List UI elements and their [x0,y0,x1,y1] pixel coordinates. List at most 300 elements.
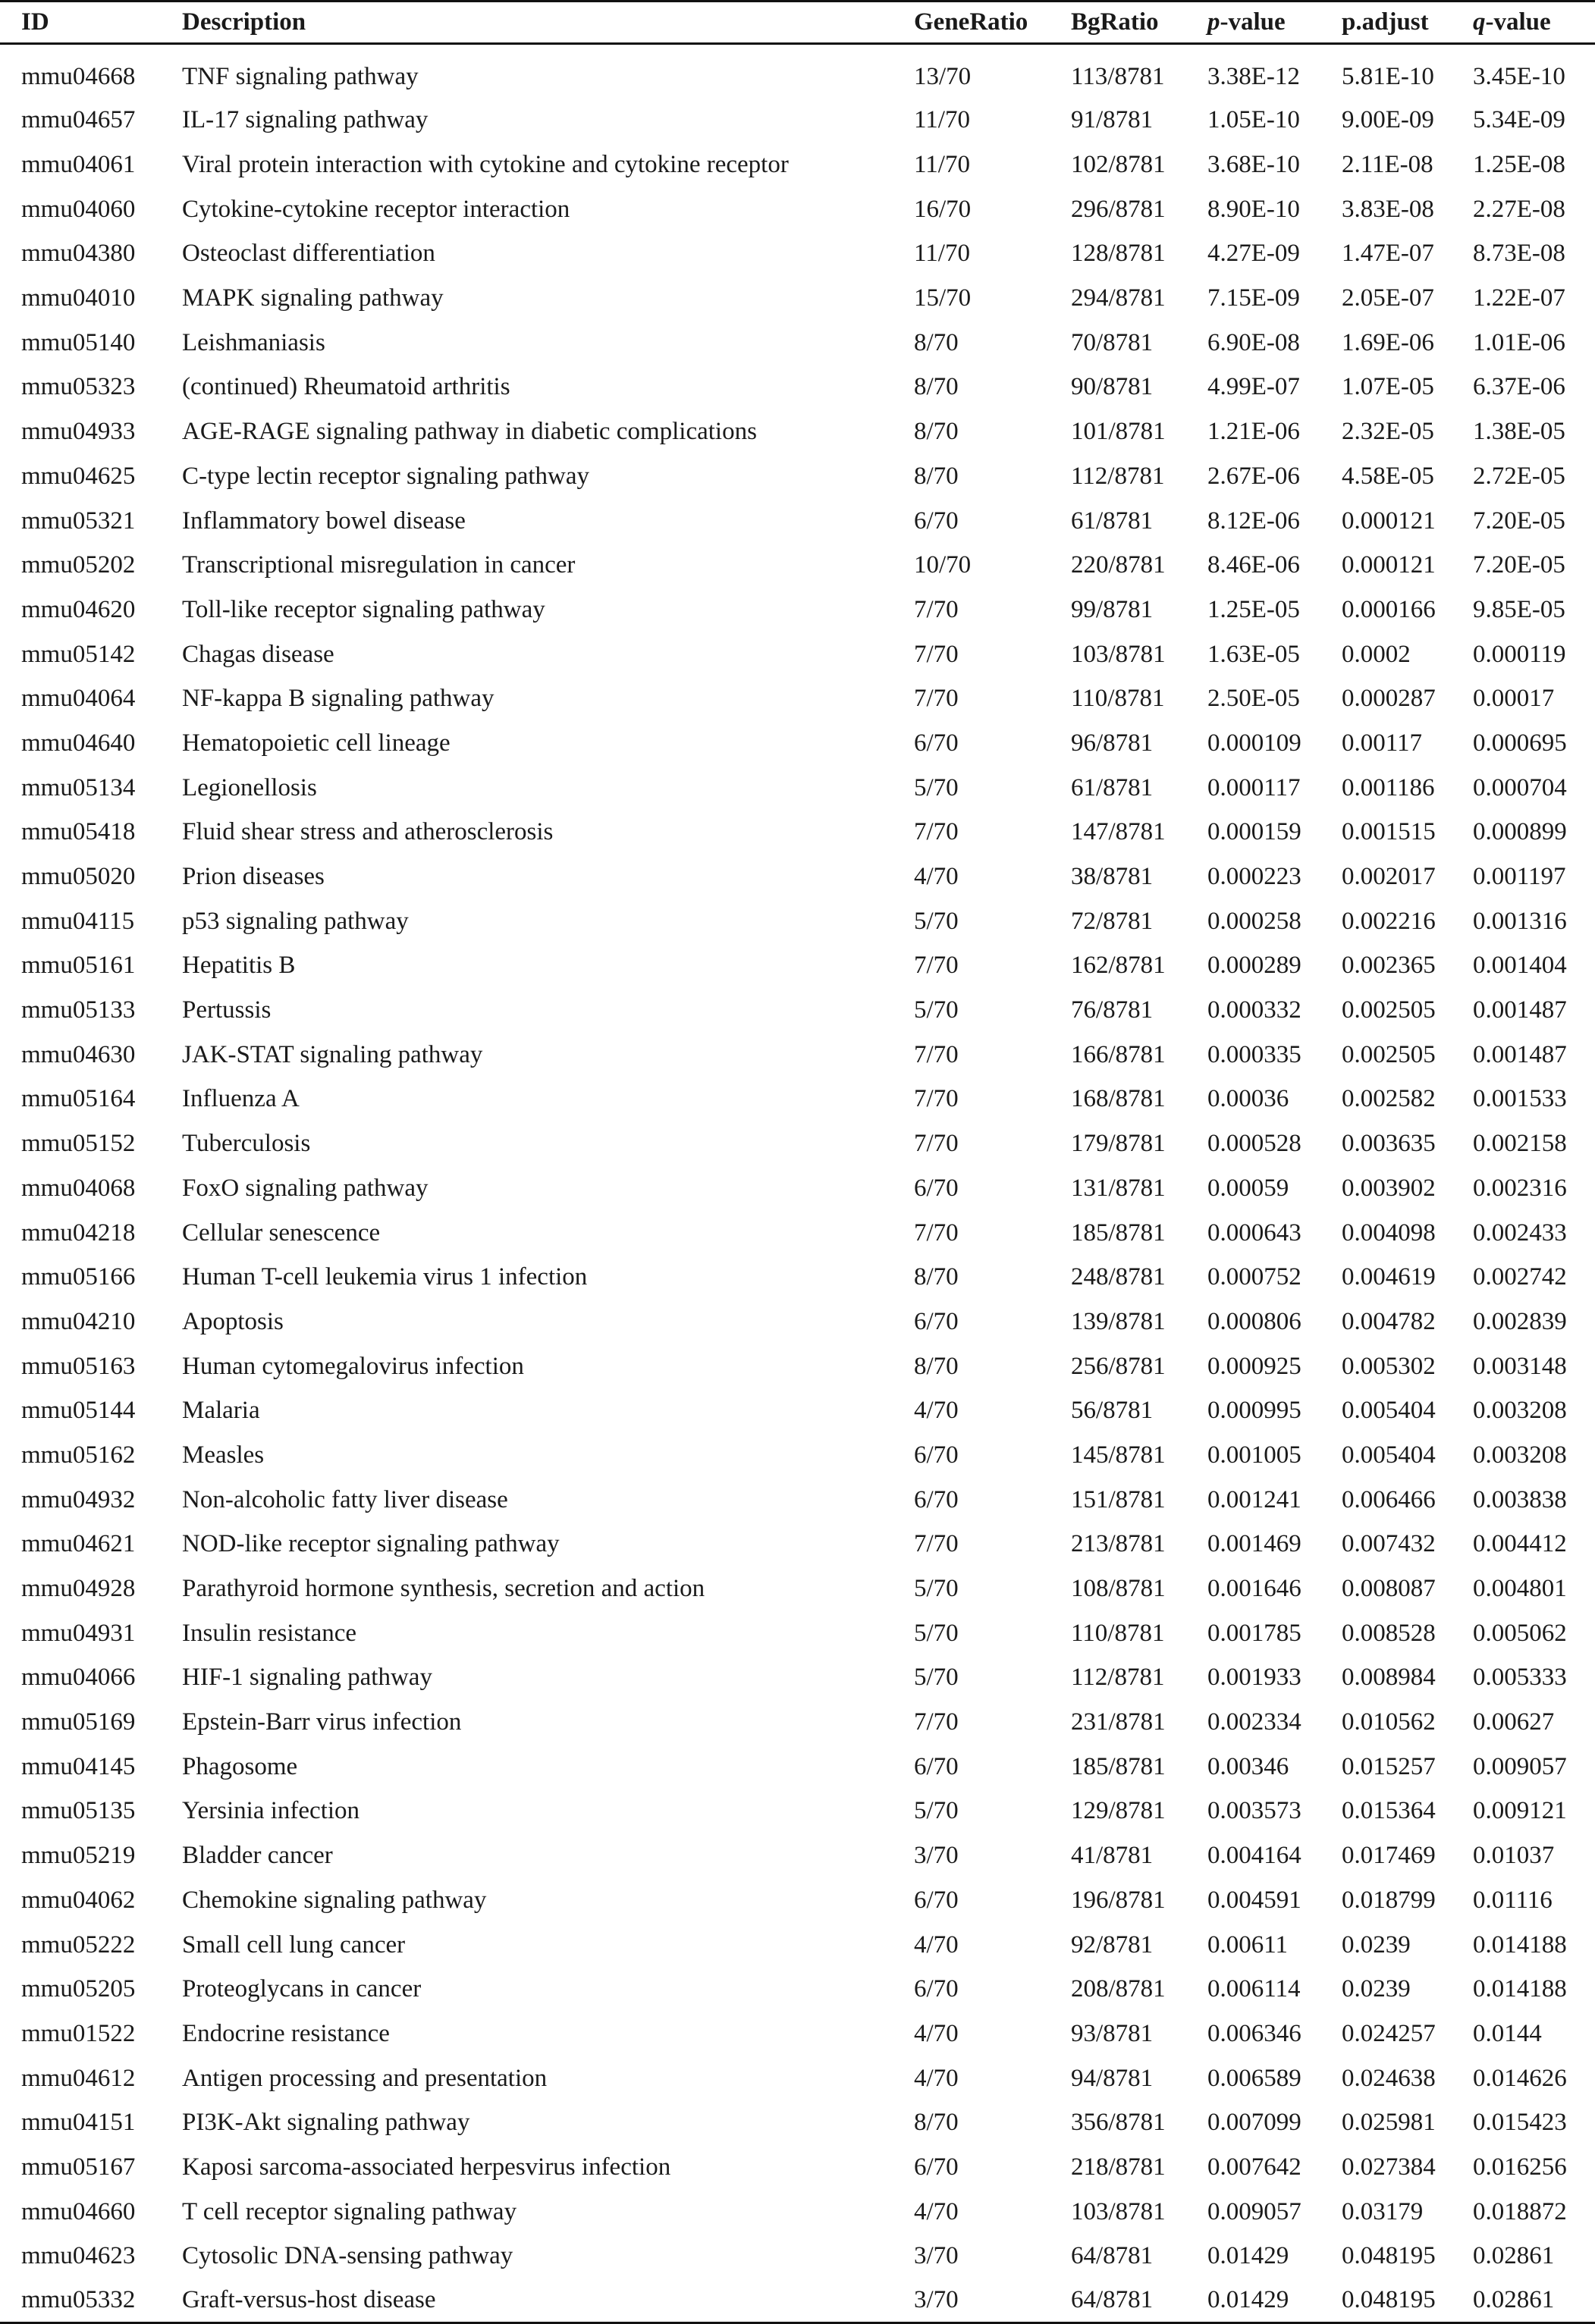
cell-bg-ratio: 103/8781 [1071,640,1166,668]
cell-q-value: 0.009121 [1473,1797,1567,1825]
cell-description: FoxO signaling pathway [182,1174,429,1202]
cell-p-adjust: 0.015257 [1342,1752,1436,1780]
table-row [0,1967,1595,2012]
cell-p-adjust: 0.024638 [1342,2064,1436,2092]
cell-bg-ratio: 128/8781 [1071,240,1166,268]
cell-description: (continued) Rheumatoid arthritis [182,373,510,401]
table-row [0,676,1595,721]
cell-p-adjust: 1.47E-07 [1342,240,1434,268]
cell-gene-ratio: 7/70 [914,1085,959,1113]
cell-q-value: 0.00627 [1473,1708,1555,1736]
cell-p-adjust: 0.027384 [1342,2153,1436,2181]
cell-id: mmu05163 [21,1352,136,1380]
cell-gene-ratio: 3/70 [914,2242,959,2270]
cell-q-value: 3.45E-10 [1473,62,1565,90]
cell-description: Transcriptional misregulation in cancer [182,551,576,579]
cell-gene-ratio: 3/70 [914,2279,1071,2323]
cell-gene-ratio: 7/70 [914,1530,959,1558]
table-row [0,1388,1595,1433]
cell-id: mmu04620 [21,595,136,623]
cell-description: Non-alcoholic fatty liver disease [182,1485,508,1513]
cell-p-value: 0.000643 [1207,1218,1301,1247]
cell-description: PI3K-Akt signaling pathway [182,2109,470,2137]
cell-q-value: 0.000119 [1473,640,1566,668]
table-row [0,632,1595,677]
cell-id: mmu05205 [21,1975,136,2003]
cell-p-adjust: 0.0002 [1342,640,1411,668]
cell-gene-ratio: 5/70 [914,1797,959,1825]
cell-id: mmu05162 [21,1441,136,1469]
cell-description: C-type lectin receptor signaling pathway [182,462,589,490]
cell-id: mmu04660 [21,2197,136,2225]
cell-gene-ratio: 7/70 [914,1708,959,1736]
cell-q-value: 7.20E-05 [1473,507,1565,535]
cell-bg-ratio: 256/8781 [1071,1352,1166,1380]
table-row [0,232,1595,277]
cell-description: Osteoclast differentiation [182,240,435,268]
cell-id: mmu05219 [21,1842,136,1870]
cell-p-adjust: 0.00117 [1342,729,1423,757]
cell-p-value: 0.004164 [1207,1842,1301,1870]
cell-id: mmu01522 [21,2019,136,2047]
cell-p-adjust: 0.004619 [1342,1263,1436,1291]
table-row [0,1478,1595,1523]
cell-p-value: 0.000752 [1207,1263,1301,1291]
cell-bg-ratio: 76/8781 [1071,996,1154,1024]
cell-bg-ratio: 185/8781 [1071,1218,1166,1247]
header-q-value-italic: q [1473,8,1486,36]
cell-p-value: 4.99E-07 [1207,373,1300,401]
cell-gene-ratio: 3/70 [914,1842,959,1870]
cell-q-value: 0.005333 [1473,1664,1567,1692]
cell-id: mmu04066 [21,1664,136,1692]
cell-id: mmu05332 [0,2279,182,2323]
cell-bg-ratio: 151/8781 [1071,1485,1166,1513]
cell-p-value: 3.68E-10 [1207,151,1300,179]
cell-description: Leishmaniasis [182,328,325,356]
cell-id: mmu04064 [21,685,136,713]
cell-description: HIF-1 signaling pathway [182,1664,432,1692]
cell-id: mmu04145 [21,1752,136,1780]
cell-p-value: 0.001241 [1207,1485,1301,1513]
cell-p-value: 2.67E-06 [1207,462,1300,490]
cell-id: mmu05166 [21,1263,136,1291]
cell-p-adjust: 0.000287 [1342,685,1436,713]
cell-id: mmu04612 [21,2064,136,2092]
cell-description: Parathyroid hormone synthesis, secretion and action [182,1575,705,1603]
cell-description: Viral protein interaction with cytokine and cytokine receptor [182,151,789,179]
cell-p-adjust: 0.048195 [1342,2279,1473,2323]
table-row [0,2235,1595,2279]
table-row [0,276,1595,321]
cell-p-value: 0.01429 [1207,2242,1289,2270]
cell-p-value: 0.006589 [1207,2064,1301,2092]
header-p-adjust: p.adjust [1342,2,1473,44]
cell-bg-ratio: 102/8781 [1071,151,1166,179]
cell-description: Chemokine signaling pathway [182,1886,487,1914]
cell-q-value: 0.001487 [1473,1040,1567,1068]
cell-p-value: 0.009057 [1207,2197,1301,2225]
table-row [0,2190,1595,2235]
table-row [0,1255,1595,1300]
cell-p-value: 1.25E-05 [1207,595,1300,623]
cell-q-value: 0.0144 [1473,2019,1542,2047]
cell-p-adjust: 0.002582 [1342,1085,1436,1113]
cell-description: Toll-like receptor signaling pathway [182,595,545,623]
cell-bg-ratio: 90/8781 [1071,373,1154,401]
cell-p-adjust: 0.024257 [1342,2019,1436,2047]
cell-q-value: 0.000899 [1473,818,1567,846]
cell-id: mmu05167 [21,2153,136,2181]
cell-p-value: 0.00036 [1207,1085,1289,1113]
table-row [0,409,1595,454]
cell-p-adjust: 1.69E-06 [1342,328,1434,356]
cell-gene-ratio: 6/70 [914,1485,959,1513]
cell-description: Proteoglycans in cancer [182,1975,422,2003]
cell-q-value: 0.01037 [1473,1842,1555,1870]
table-row [0,1567,1595,1611]
cell-bg-ratio: 96/8781 [1071,729,1154,757]
cell-p-value: 0.00611 [1207,1930,1289,1959]
cell-description: Insulin resistance [182,1619,357,1647]
cell-id: mmu05323 [21,373,136,401]
cell-p-value: 0.004591 [1207,1886,1301,1914]
table-row [0,99,1595,143]
cell-p-value: 0.01429 [1207,2279,1342,2323]
cell-q-value: 0.014626 [1473,2064,1567,2092]
cell-p-value: 0.000109 [1207,729,1301,757]
cell-gene-ratio: 8/70 [914,328,959,356]
table-row [0,588,1595,632]
cell-gene-ratio: 4/70 [914,2064,959,2092]
cell-id: mmu04623 [21,2242,136,2270]
cell-gene-ratio: 7/70 [914,1130,959,1158]
table-row [0,1878,1595,1923]
table-row [0,321,1595,365]
cell-q-value: 2.72E-05 [1473,462,1565,490]
cell-p-adjust: 0.03179 [1342,2197,1424,2225]
cell-bg-ratio: 41/8781 [1071,1842,1154,1870]
cell-gene-ratio: 4/70 [914,2197,959,2225]
table-row [0,454,1595,499]
cell-gene-ratio: 16/70 [914,195,972,223]
cell-q-value: 0.00017 [1473,685,1555,713]
cell-gene-ratio: 4/70 [914,2019,959,2047]
cell-description: Hematopoietic cell lineage [182,729,451,757]
cell-q-value: 0.02861 [1473,2279,1595,2323]
cell-bg-ratio: 248/8781 [1071,1263,1166,1291]
cell-q-value: 0.02861 [1473,2242,1555,2270]
cell-p-adjust: 0.002216 [1342,907,1436,935]
cell-description: Cytokine-cytokine receptor interaction [182,195,570,223]
table-row [0,721,1595,766]
cell-description: Pertussis [182,996,272,1024]
cell-bg-ratio: 196/8781 [1071,1886,1166,1914]
cell-p-adjust: 0.003635 [1342,1130,1436,1158]
cell-p-adjust: 0.000121 [1342,551,1436,579]
cell-description: Measles [182,1441,265,1469]
cell-bg-ratio: 131/8781 [1071,1174,1166,1202]
header-row [0,2,1595,44]
cell-p-adjust: 0.001186 [1342,773,1435,801]
cell-p-adjust: 0.003902 [1342,1174,1436,1202]
header-description: Description [182,2,914,44]
cell-id: mmu04062 [21,1886,136,1914]
cell-id: mmu04630 [21,1040,136,1068]
cell-p-adjust: 0.048195 [1342,2242,1436,2270]
cell-id: mmu04210 [21,1307,136,1335]
cell-p-adjust: 0.017469 [1342,1842,1436,1870]
cell-description: Human cytomegalovirus infection [182,1352,524,1380]
cell-q-value: 5.34E-09 [1473,106,1565,134]
cell-description: p53 signaling pathway [182,907,409,935]
cell-gene-ratio: 6/70 [914,1174,959,1202]
cell-description: Phagosome [182,1752,298,1780]
cell-gene-ratio: 11/70 [914,151,970,179]
cell-gene-ratio: 15/70 [914,284,972,312]
cell-gene-ratio: 5/70 [914,1664,959,1692]
cell-q-value: 8.73E-08 [1473,240,1565,268]
cell-q-value: 0.015423 [1473,2109,1567,2137]
cell-p-value: 0.000332 [1207,996,1301,1024]
cell-description: Human T-cell leukemia virus 1 infection [182,1263,588,1291]
cell-id: mmu04621 [21,1530,136,1558]
cell-id: mmu05164 [21,1085,136,1113]
cell-bg-ratio: 166/8781 [1071,1040,1166,1068]
table-row [0,1789,1595,1834]
cell-gene-ratio: 8/70 [914,373,959,401]
cell-description: Endocrine resistance [182,2019,390,2047]
cell-id: mmu04640 [21,729,136,757]
cell-p-value: 1.21E-06 [1207,418,1300,446]
cell-description: Influenza A [182,1085,300,1113]
cell-description: NOD-like receptor signaling pathway [182,1530,560,1558]
cell-bg-ratio: 112/8781 [1071,1664,1165,1692]
cell-q-value: 0.002839 [1473,1307,1567,1335]
cell-p-value: 0.000223 [1207,863,1301,891]
cell-bg-ratio: 108/8781 [1071,1575,1166,1603]
cell-bg-ratio: 129/8781 [1071,1797,1166,1825]
cell-p-adjust: 0.005302 [1342,1352,1436,1380]
header-gene-ratio: GeneRatio [914,2,1071,44]
cell-id: mmu04115 [21,907,135,935]
cell-id: mmu05135 [21,1797,136,1825]
cell-id: mmu05144 [21,1397,136,1425]
cell-id: mmu04928 [21,1575,136,1603]
cell-description: IL-17 signaling pathway [182,106,429,134]
cell-bg-ratio: 91/8781 [1071,106,1154,134]
cell-q-value: 6.37E-06 [1473,373,1565,401]
header-q-value [1473,2,1595,44]
cell-q-value: 0.001316 [1473,907,1567,935]
cell-p-value: 4.27E-09 [1207,240,1300,268]
cell-description: Legionellosis [182,773,317,801]
cell-p-adjust: 0.0239 [1342,1975,1411,2003]
cell-gene-ratio: 4/70 [914,1397,959,1425]
cell-id: mmu05202 [21,551,136,579]
cell-id: mmu04933 [21,418,136,446]
cell-gene-ratio: 5/70 [914,773,959,801]
cell-p-adjust: 5.81E-10 [1342,62,1434,90]
cell-p-value: 8.90E-10 [1207,195,1300,223]
cell-gene-ratio: 6/70 [914,1975,959,2003]
cell-bg-ratio: 64/8781 [1071,2242,1154,2270]
cell-p-value: 0.002334 [1207,1708,1301,1736]
cell-p-value: 8.46E-06 [1207,551,1300,579]
cell-description: T cell receptor signaling pathway [182,2197,517,2225]
cell-bg-ratio: 38/8781 [1071,863,1154,891]
cell-id: mmu05133 [21,996,136,1024]
table-row [0,499,1595,544]
cell-q-value: 1.38E-05 [1473,418,1565,446]
cell-p-adjust: 0.001515 [1342,818,1436,846]
cell-p-value: 0.000159 [1207,818,1301,846]
cell-description: Graft-versus-host disease [182,2279,914,2323]
table-row [0,899,1595,944]
header-q-value-suffix: -value [1485,8,1551,36]
cell-p-value: 0.000995 [1207,1397,1301,1425]
cell-p-adjust: 0.015364 [1342,1797,1436,1825]
cell-description: Bladder cancer [182,1842,333,1870]
cell-bg-ratio: 61/8781 [1071,507,1154,535]
table-row [0,988,1595,1033]
cell-p-value: 0.000258 [1207,907,1301,935]
table-row [0,1433,1595,1478]
cell-gene-ratio: 6/70 [914,1752,959,1780]
cell-description: Antigen processing and presentation [182,2064,548,2092]
cell-gene-ratio: 7/70 [914,818,959,846]
cell-bg-ratio: 113/8781 [1071,62,1165,90]
table-row [0,1923,1595,1968]
cell-gene-ratio: 11/70 [914,106,970,134]
cell-p-adjust: 0.008528 [1342,1619,1436,1647]
cell-bg-ratio: 218/8781 [1071,2153,1166,2181]
cell-gene-ratio: 13/70 [914,62,972,90]
cell-id: mmu04061 [21,151,136,179]
cell-q-value: 0.014188 [1473,1930,1567,1959]
cell-id: mmu04931 [21,1619,136,1647]
cell-q-value: 0.001404 [1473,952,1567,980]
cell-p-adjust: 0.002017 [1342,863,1436,891]
cell-id: mmu04218 [21,1218,136,1247]
table-row [0,944,1595,989]
cell-bg-ratio: 296/8781 [1071,195,1166,223]
cell-p-value: 0.006114 [1207,1975,1301,2003]
cell-p-value: 0.000925 [1207,1352,1301,1380]
cell-gene-ratio: 7/70 [914,685,959,713]
cell-q-value: 0.01116 [1473,1886,1553,1914]
cell-bg-ratio: 99/8781 [1071,595,1154,623]
table-body [0,44,1595,2323]
cell-gene-ratio: 4/70 [914,863,959,891]
cell-bg-ratio: 168/8781 [1071,1085,1166,1113]
cell-id: mmu05418 [21,818,136,846]
cell-gene-ratio: 6/70 [914,729,959,757]
cell-bg-ratio: 147/8781 [1071,818,1166,846]
table-row [0,1656,1595,1701]
cell-q-value: 0.005062 [1473,1619,1567,1647]
cell-description: Tuberculosis [182,1130,311,1158]
cell-p-adjust: 0.025981 [1342,2109,1436,2137]
cell-p-value: 0.00346 [1207,1752,1289,1780]
cell-id: mmu04932 [21,1485,136,1513]
cell-gene-ratio: 7/70 [914,640,959,668]
cell-id: mmu05134 [21,773,136,801]
cell-gene-ratio: 7/70 [914,1040,959,1068]
cell-description: Kaposi sarcoma-associated herpesvirus infection [182,2153,671,2181]
cell-p-value: 8.12E-06 [1207,507,1300,535]
cell-description: Fluid shear stress and atherosclerosis [182,818,554,846]
cell-p-value: 1.05E-10 [1207,106,1300,134]
cell-q-value: 0.018872 [1473,2197,1567,2225]
cell-description: Apoptosis [182,1307,284,1335]
cell-p-adjust: 0.006466 [1342,1485,1436,1513]
cell-p-value: 2.50E-05 [1207,685,1300,713]
cell-gene-ratio: 6/70 [914,1307,959,1335]
table-row [0,1211,1595,1256]
cell-q-value: 0.002742 [1473,1263,1567,1291]
cell-description: AGE-RAGE signaling pathway in diabetic complications [182,418,757,446]
cell-p-value: 0.00059 [1207,1174,1289,1202]
cell-p-value: 0.003573 [1207,1797,1301,1825]
cell-bg-ratio: 208/8781 [1071,1975,1166,2003]
cell-q-value: 0.003838 [1473,1485,1567,1513]
cell-q-value: 0.001197 [1473,863,1566,891]
cell-bg-ratio: 213/8781 [1071,1530,1166,1558]
table-row [0,1121,1595,1166]
cell-bg-ratio: 294/8781 [1071,284,1166,312]
cell-p-adjust: 0.002365 [1342,952,1436,980]
cell-q-value: 0.002316 [1473,1174,1567,1202]
cell-description: MAPK signaling pathway [182,284,444,312]
cell-bg-ratio: 179/8781 [1071,1130,1166,1158]
cell-q-value: 0.004412 [1473,1530,1567,1558]
table-row [0,766,1595,811]
table-row [0,543,1595,588]
cell-p-value: 0.000289 [1207,952,1301,980]
cell-gene-ratio: 5/70 [914,907,959,935]
cell-gene-ratio: 7/70 [914,595,959,623]
cell-q-value: 0.004801 [1473,1575,1567,1603]
cell-id: mmu04668 [21,62,136,90]
cell-bg-ratio: 110/8781 [1071,685,1165,713]
cell-id: mmu05142 [21,640,136,668]
cell-description: Inflammatory bowel disease [182,507,466,535]
cell-gene-ratio: 11/70 [914,240,970,268]
table-row [0,1166,1595,1211]
cell-q-value: 0.000695 [1473,729,1567,757]
cell-id: mmu05169 [21,1708,136,1736]
cell-p-value: 0.001005 [1207,1441,1301,1469]
cell-bg-ratio: 70/8781 [1071,328,1154,356]
cell-p-value: 7.15E-09 [1207,284,1300,312]
cell-q-value: 1.22E-07 [1473,284,1565,312]
cell-p-adjust: 2.32E-05 [1342,418,1434,446]
cell-p-adjust: 0.007432 [1342,1530,1436,1558]
cell-p-adjust: 0.010562 [1342,1708,1436,1736]
cell-id: mmu04010 [21,284,136,312]
cell-p-adjust: 0.018799 [1342,1886,1436,1914]
cell-q-value: 0.014188 [1473,1975,1567,2003]
cell-description: Cytosolic DNA-sensing pathway [182,2242,513,2270]
cell-p-value: 3.38E-12 [1207,62,1300,90]
cell-p-adjust: 0.0239 [1342,1930,1411,1959]
cell-q-value: 1.01E-06 [1473,328,1565,356]
cell-p-adjust: 2.11E-08 [1342,151,1433,179]
table-row [0,1077,1595,1122]
cell-p-adjust: 0.008984 [1342,1664,1436,1692]
cell-id: mmu04060 [21,195,136,223]
